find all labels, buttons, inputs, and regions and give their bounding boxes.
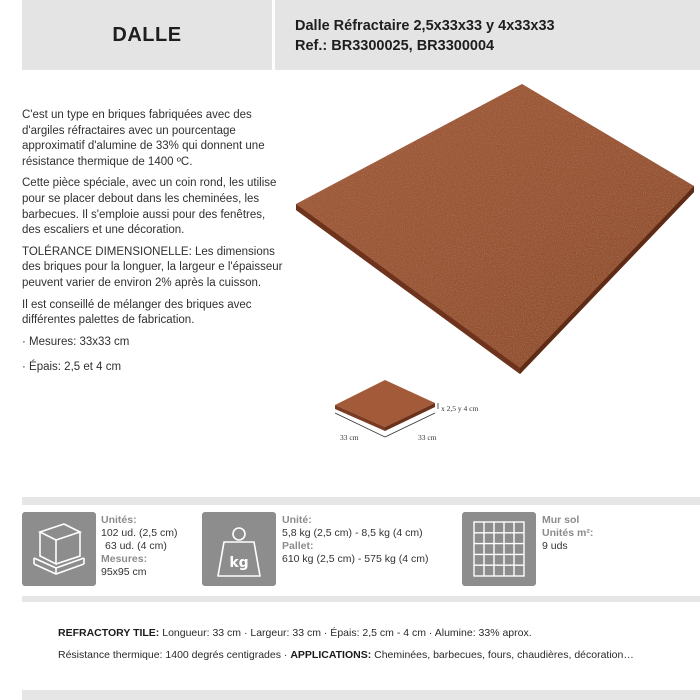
product-type-label: REFRACTORY TILE: — [58, 627, 160, 639]
page-bottom-bar — [22, 690, 700, 700]
summary-dimensions: Longueur: 33 cm · Largeur: 33 cm · Épais: 2,5 cm - 4 cm · Alumine: 33% aprox. — [159, 627, 532, 639]
grid-icon — [462, 512, 536, 586]
pallet-weight-value: 610 kg (2,5 cm) - 575 kg (4 cm) — [282, 553, 429, 565]
applications-list: Cheminées, barbecues, fours, chaudières, décoration… — [371, 649, 634, 661]
width-label: 33 cm — [340, 433, 359, 442]
units-per-m2-label: Unités m²: — [542, 527, 594, 539]
epais-bullet: · Épais: 2,5 et 4 cm — [22, 361, 122, 374]
units-label: Unités: — [101, 514, 137, 526]
pallet-specs — [101, 514, 177, 579]
thickness-label: x 2,5 y 4 cm — [441, 404, 479, 413]
description — [22, 108, 284, 386]
product-title: Dalle Réfractaire 2,5x33x33 y 4x33x33 — [295, 18, 555, 34]
applications-label: APPLICATIONS: — [290, 649, 372, 661]
thermal-resistance: Résistance thermique: 1400 degrés centigrades · — [58, 649, 291, 661]
pallet-icon — [22, 512, 96, 586]
mesures-label: Mesures: — [101, 553, 148, 565]
weight-specs — [282, 514, 428, 566]
weight-kg-icon — [202, 512, 276, 586]
tolerance-paragraph: TOLÉRANCE DIMENSIONELLE: Les dimensions des briques pour la longuer, la largeur e l'épaisseur peuvent varier de environ 2% après la cuisson. — [22, 245, 283, 289]
header-right — [275, 0, 700, 70]
svg-text:kg: kg — [229, 555, 249, 571]
tile-image — [290, 82, 700, 382]
units-per-m2-value: 9 uds — [542, 540, 568, 552]
spec-bar-bottom — [22, 596, 700, 602]
description-paragraph: Il est conseillé de mélanger des briques avec différentes palettes de fabrication. — [22, 298, 252, 327]
wall-label: Mur sol — [542, 514, 580, 526]
description-paragraph: C'est un type en briques fabriquées avec des d'argiles réfractaires avec un pourcentage approximatif d'alumine de 33% qui donnent une résistance thermique de 1400 ºC. — [22, 109, 265, 168]
header-left — [22, 0, 272, 70]
product-reference: Ref.: BR3300025, BR3300004 — [295, 38, 495, 54]
unit-weight-value: 5,8 kg (2,5 cm) - 8,5 kg (4 cm) — [282, 527, 423, 539]
unit-weight-label: Unité: — [282, 514, 312, 526]
pallet-weight-label: Pallet: — [282, 540, 314, 552]
spec-bar-top — [22, 497, 700, 505]
section-title: DALLE — [112, 23, 182, 46]
summary-line-1 — [58, 627, 532, 639]
units-value: 63 ud. (4 cm) — [105, 540, 167, 552]
mesures-value: 95x95 cm — [101, 566, 147, 578]
units-value: 102 ud. (2,5 cm) — [101, 527, 178, 539]
length-label: 33 cm — [418, 433, 437, 442]
wall-specs — [542, 514, 593, 553]
summary-line-2 — [58, 649, 634, 661]
mesures-bullet: · Mesures: 33x33 cm — [22, 335, 130, 348]
description-paragraph: Cette pièce spéciale, avec un coin rond, les utilise pour se placer debout dans les cheminées, les barbecues. Il s'emploie aussi pour des fenêtres, des escaliers et une décoration. — [22, 177, 277, 237]
